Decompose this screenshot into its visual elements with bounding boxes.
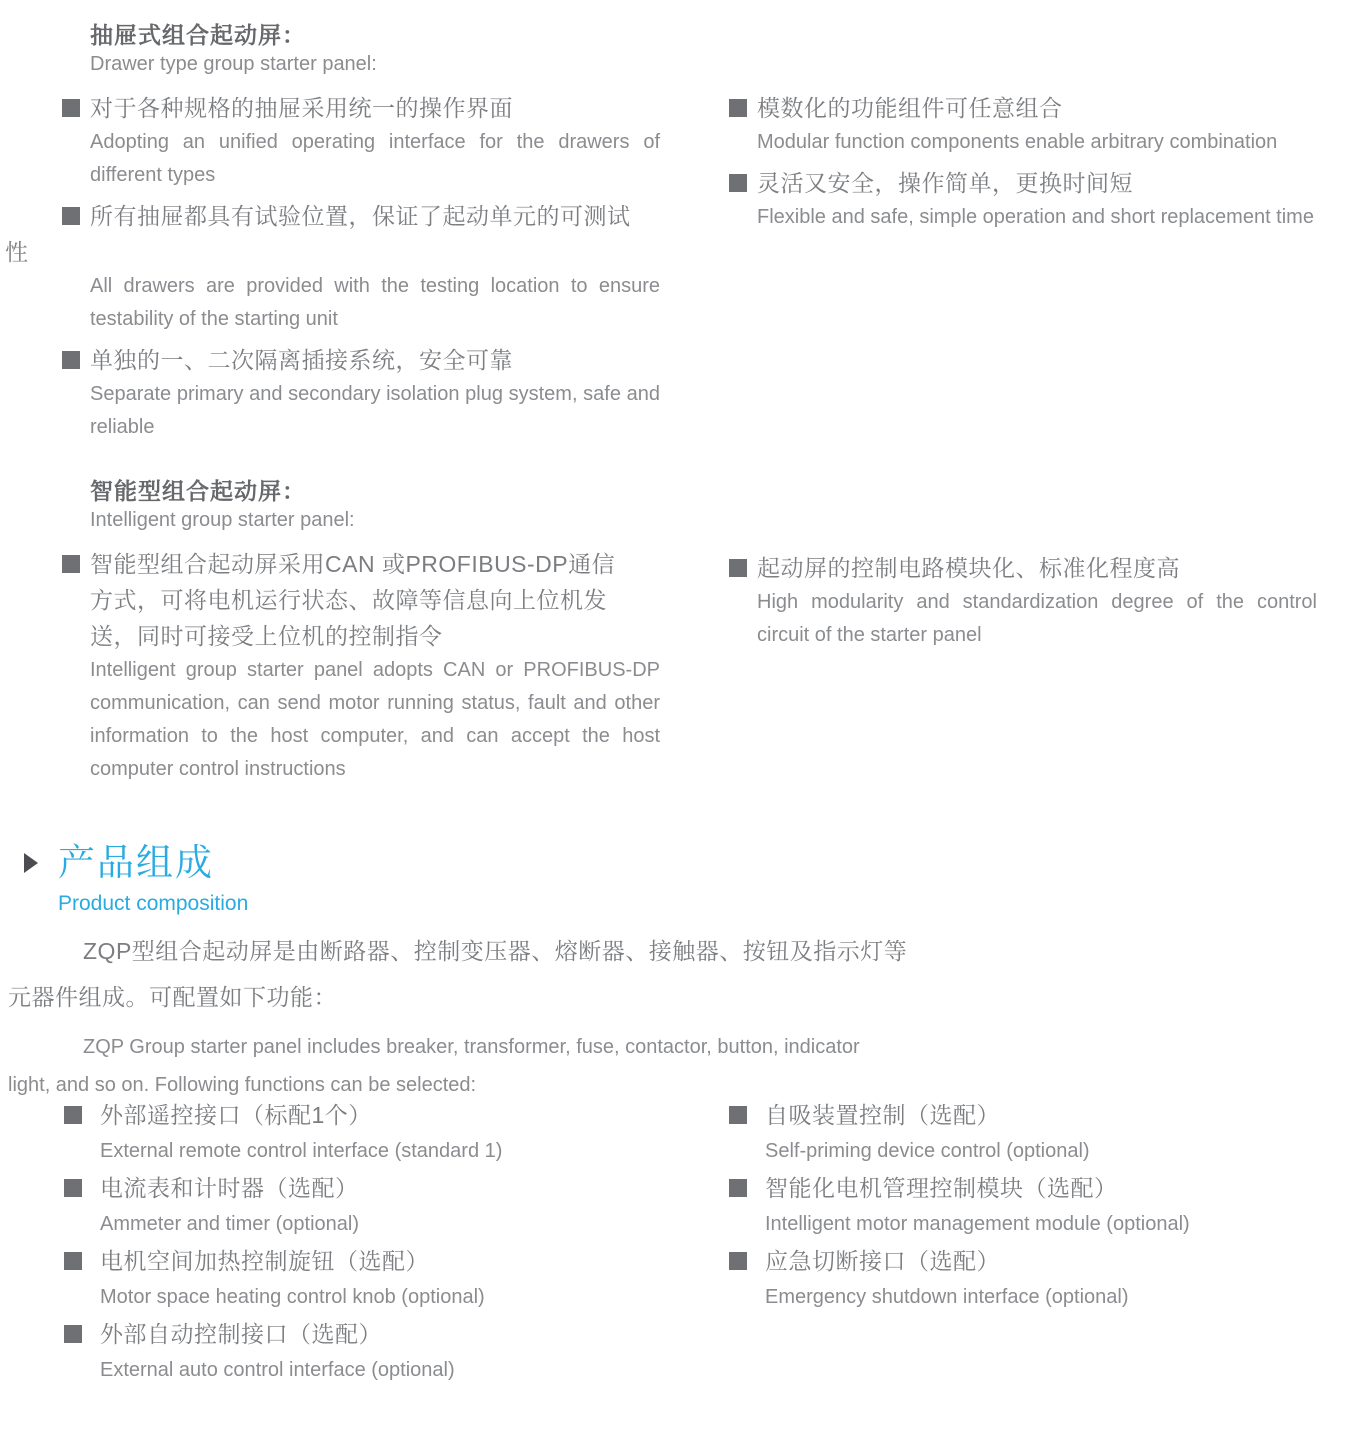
option-cn-text: 智能化电机管理控制模块（选配） [765, 1175, 1118, 1201]
bullet-square-icon [64, 1179, 82, 1197]
option-cn-text: 电机空间加热控制旋钮（选配） [100, 1248, 429, 1274]
feature-cn-text: 所有抽屉都具有试验位置，保证了起动单元的可测试 [90, 203, 631, 229]
section-arrow-icon [24, 853, 38, 873]
bullet-square-icon [729, 99, 747, 117]
option-en-text: External remote control interface (standard 1) [100, 1140, 503, 1162]
composition-section-header [24, 840, 724, 918]
feature-en-text: Modular function components enable arbitrary combination [757, 131, 1278, 153]
bullet-square-icon [62, 555, 80, 573]
feature-cn-text: 模数化的功能组件可任意组合 [757, 95, 1063, 121]
option-cn-text: 外部遥控接口（标配1个） [100, 1102, 372, 1128]
bullet-square-icon [729, 1106, 747, 1124]
feature-en-text: Adopting an unified operating interface for the drawers of different types [90, 131, 660, 186]
drawer-section-left-column [5, 20, 660, 444]
bullet-square-icon [729, 1252, 747, 1270]
bullet-square-icon [729, 559, 747, 577]
option-en-text: Self-priming device control (optional) [765, 1140, 1090, 1162]
intelligent-section-title-en: Intelligent group starter panel: [90, 509, 355, 531]
drawer-section-right-column [729, 84, 1317, 234]
option-en-text: Motor space heating control knob (optional) [100, 1286, 485, 1308]
option-en-text: Intelligent motor management module (optional) [765, 1213, 1190, 1235]
intelligent-feature-list-left [5, 546, 660, 786]
option-cn-text: 电流表和计时器（选配） [100, 1175, 359, 1201]
bullet-square-icon [62, 99, 80, 117]
bullet-square-icon [729, 1179, 747, 1197]
option-cn-text: 应急切断接口（选配） [765, 1248, 1000, 1274]
feature-item [5, 342, 660, 444]
feature-en-text: Flexible and safe, simple operation and short replacement time [757, 206, 1314, 228]
option-en-text: Emergency shutdown interface (optional) [765, 1286, 1129, 1308]
drawer-feature-list-left [5, 90, 660, 444]
bullet-square-icon [64, 1252, 82, 1270]
feature-item [5, 198, 660, 336]
option-cn-text: 自吸装置控制（选配） [765, 1102, 1000, 1128]
option-item [64, 1096, 684, 1169]
feature-item [729, 165, 1317, 234]
option-en-text: External auto control interface (optional) [100, 1359, 455, 1381]
option-en-text: Ammeter and timer (optional) [100, 1213, 359, 1235]
option-item [729, 1169, 1349, 1242]
option-cn-text: 外部自动控制接口（选配） [100, 1321, 382, 1347]
composition-options-left-column [64, 1096, 684, 1388]
bullet-square-icon [729, 174, 747, 192]
feature-en-text: All drawers are provided with the testing location to ensure testability of the starting unit [90, 275, 660, 330]
option-item [64, 1315, 684, 1388]
drawer-section-title-en: Drawer type group starter panel: [90, 53, 377, 75]
composition-para-cn-line: 元器件组成。可配置如下功能： [8, 984, 337, 1010]
intelligent-section-right-column [729, 544, 1317, 652]
feature-en-text: High modularity and standardization degree of the control circuit of the starter panel [757, 591, 1317, 646]
feature-cn-text: 送，同时可接受上位机的控制指令 [90, 623, 443, 649]
feature-cn-wrap-char: 性 [5, 239, 28, 265]
option-item [729, 1096, 1349, 1169]
feature-en-text: Separate primary and secondary isolation plug system, safe and reliable [90, 383, 660, 438]
feature-item [5, 90, 660, 192]
composition-title-en: Product composition [58, 892, 249, 915]
composition-title-cn: 产品组成 [58, 842, 214, 883]
bullet-square-icon [62, 351, 80, 369]
feature-item [5, 546, 660, 786]
bullet-square-icon [64, 1325, 82, 1343]
feature-en-text: Intelligent group starter panel adopts CAN or PROFIBUS-DP communication, can send motor running status, fault and other information to the host computer, and can accept the host computer control instructions [90, 659, 660, 780]
composition-paragraphs [8, 928, 1188, 1104]
feature-cn-text: 单独的一、二次隔离插接系统，安全可靠 [90, 347, 513, 373]
intelligent-section-left-column [5, 476, 660, 786]
option-item [64, 1169, 684, 1242]
composition-para-en-line: ZQP Group starter panel includes breaker, transformer, fuse, contactor, button, indicator [83, 1036, 860, 1058]
bullet-square-icon [64, 1106, 82, 1124]
bullet-square-icon [62, 207, 80, 225]
feature-cn-text: 方式，可将电机运行状态、故障等信息向上位机发 [90, 587, 607, 613]
composition-para-en-line: light, and so on. Following functions can be selected: [8, 1074, 477, 1096]
composition-para-cn-line: ZQP型组合起动屏是由断路器、控制变压器、熔断器、接触器、按钮及指示灯等 [83, 938, 908, 964]
composition-title-row [24, 840, 724, 886]
feature-cn-text: 智能型组合起动屏采用CAN 或PROFIBUS-DP通信 [90, 551, 616, 577]
option-item [729, 1242, 1349, 1315]
drawer-section-title-cn: 抽屉式组合起动屏： [90, 22, 306, 48]
feature-item [729, 550, 1317, 652]
composition-options-right-column [729, 1096, 1349, 1315]
feature-cn-text: 起动屏的控制电路模块化、标准化程度高 [757, 555, 1180, 581]
feature-item [729, 90, 1317, 159]
option-item [64, 1242, 684, 1315]
intelligent-section-title-cn: 智能型组合起动屏： [90, 478, 306, 504]
paragraph-spacer [8, 1020, 1188, 1028]
feature-cn-text: 对于各种规格的抽屉采用统一的操作界面 [90, 95, 513, 121]
feature-cn-text: 灵活又安全，操作简单，更换时间短 [757, 170, 1133, 196]
